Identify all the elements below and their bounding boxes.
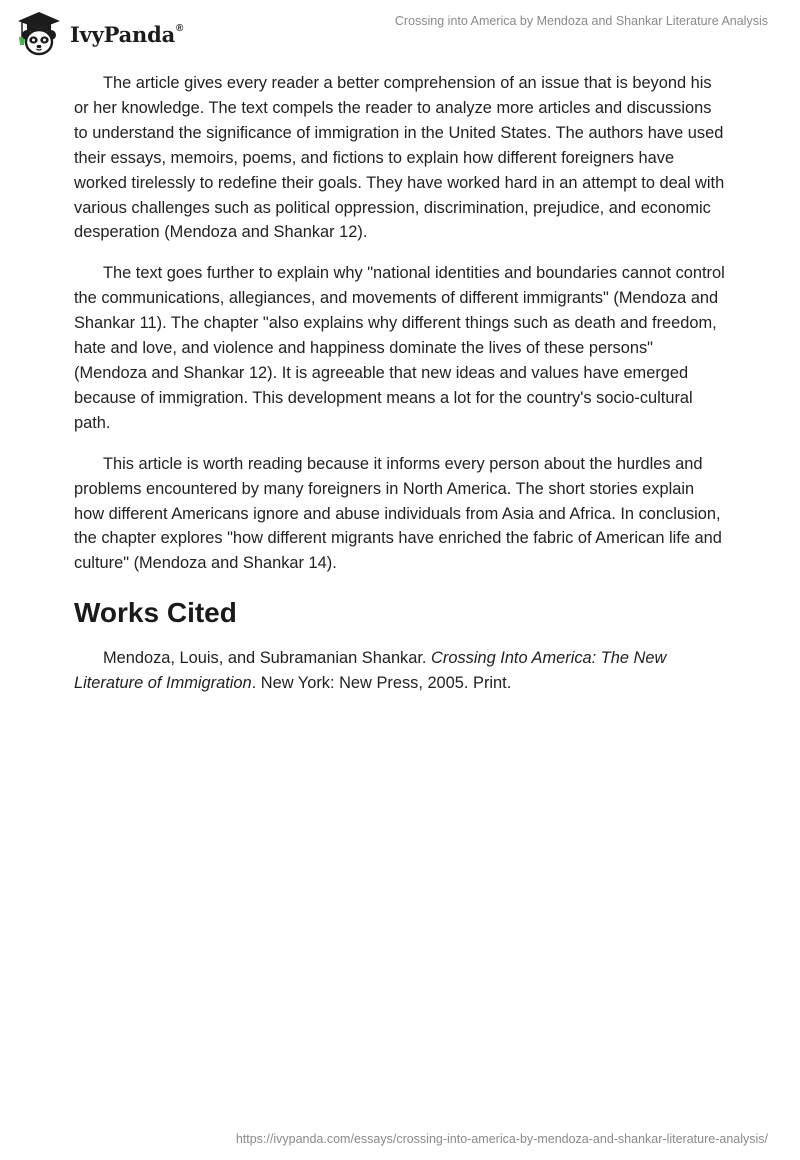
citation-title: Crossing Into America: The New Literature of Immigration (74, 649, 667, 693)
citation-authors: Mendoza, Louis, and Subramanian Shankar. (103, 649, 432, 668)
brand-name: IvyPanda® (70, 21, 184, 47)
registered-mark: ® (176, 22, 184, 34)
citation-entry (74, 646, 726, 696)
source-url[interactable]: https://ivypanda.com/essays/crossing-into-america-by-mendoza-and-shankar-literature-analysis/ (235, 1132, 768, 1146)
essay-content (74, 71, 726, 696)
works-cited-heading: Works Cited (74, 597, 237, 629)
page-header (0, 0, 800, 70)
body-paragraph-2: The text goes further to explain why "national identities and boundaries cannot control the communications, allegiances, and movements of different immigrants" (Mendoza and Shankar 11). The chapter "also explains why different things such as death and freedom, hate and love, and violence and happiness dominate the lives of these persons" (Mendoza and Shankar 12). It is agreeable that new ideas and values have emerged because of immigration. This development means a lot for the country's socio-cultural path. (74, 264, 725, 432)
body-paragraph-1: The article gives every reader a better comprehension of an issue that is beyond his or her knowledge. The text compels the reader to analyze more articles and discussions to understand the significance of immigration in the United States. The authors have used their essays, memoirs, poems, and fictions to explain how different foreigners have worked tirelessly to redefine their goals. They have worked hard in an attempt to deal with various challenges such as political oppression, discrimination, prejudice, and economic desperation (Mendoza and Shankar 12). (74, 74, 725, 242)
body-paragraph-3: This article is worth reading because it informs every person about the hurdles and problems encountered by many foreigners in North America. The short stories explain how different Americans ignore and abuse individuals from Asia and Africa. In conclusion, the chapter explores "how different migrants have enriched the fabric of American life and culture" (Mendoza and Shankar 14). (74, 454, 722, 573)
citation-publication: . New York: New Press, 2005. Print. (251, 674, 512, 693)
ivypanda-logo[interactable] (14, 8, 183, 58)
document-title: Crossing into America by Mendoza and Shankar Literature Analysis (394, 14, 768, 28)
panda-graduation-cap-icon (14, 8, 64, 58)
